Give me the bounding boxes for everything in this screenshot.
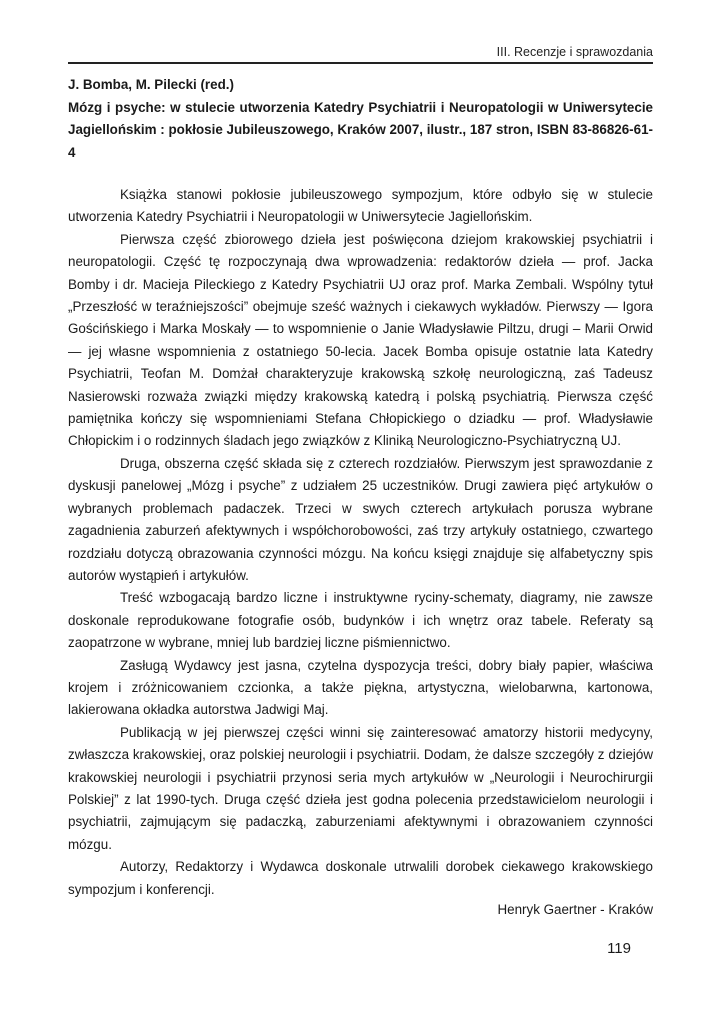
header-rule — [68, 62, 653, 64]
paragraph: Zasługą Wydawcy jest jasna, czytelna dyspozycja treści, dobry biały papier, właściwa krojem i zróżnicowaniem czcionka, a także piękna, artystyczna, wielobarwna, kartonowa, lakierowana okładka autorstwa Jadwigi Maj. — [68, 657, 653, 718]
citation-title: Mózg i psyche: w stulecie utworzenia Katedry Psychiatrii i Neuropatologii w Uniwersytecie Jagiellońskim : pokłosie Jubileuszowego, Kraków 2007, ilustr., 187 stron, ISBN 83-86826-61-4 — [68, 99, 653, 160]
paragraph: Treść wzbogacają bardzo liczne i instruktywne ryciny-schematy, diagramy, nie zawsze doskonale reprodukowane fotografie osób, budynków i ich wnętrz oraz tabele. Referaty są zaopatrzone w wybrane, mniej lub bardziej liczne piśmiennictwo. — [68, 590, 653, 651]
review-body — [68, 184, 653, 901]
paragraph: Książka stanowi pokłosie jubileuszowego sympozjum, które odbyło się w stulecie utworzenia Katedry Psychiatrii i Neuropatologii w Uniwersytecie Jagiellońskim. — [68, 187, 653, 225]
paragraph: Pierwsza część zbiorowego dzieła jest poświęcona dziejom krakowskiej psychiatrii i neuropatologii. Część tę rozpoczynają dwa wprowadzenia: redaktorów dzieła — prof. Jacka Bomby i dr. Macieja Pileckiego z Katedry Psychiatrii UJ oraz prof. Marka Zembali. Wspólny tytuł „Przeszłość w teraźniejszości” obejmuje sześć ważnych i ciekawych wykładów. Pierwszy — Igora Gościńskiego i Marka Moskały — to wspomnienie o Janie Władysławie Piltzu, drugi – Marii Orwid — jej własne wspomnienia z ostatniego 50-lecia. Jacek Bomba opisuje ostatnie lata Katedry Psychiatrii, Teofan M. Domżał charakteryzuje krakowską szkołę neurologiczną, zaś Tadeusz Nasierowski rozważa związki między krakowską katedrą i polską psychiatrią. Pierwsza część pamiętnika kończy się wspomnieniami Stefana Chłopickiego o dziadku — prof. Władysławie Chłopickim i o rodzinnych śladach jego związków z Kliniką Neurologiczno-Psychiatryczną UJ. — [68, 231, 653, 449]
page-number: 119 — [607, 940, 631, 957]
citation-authors: J. Bomba, M. Pilecki (red.) — [68, 77, 234, 92]
paragraph: Publikacją w jej pierwszej części winni się zainteresować amatorzy historii medycyny, zwłaszcza krakowskiej, oraz polskiej neurologii i psychiatrii. Dodam, że dalsze szczegóły z dziejów krakowskiej neurologii i psychiatrii przynosi seria mych artykułów w „Neurologii i Neurochirurgii Polskiej” z lat 1990-tych. Druga część dzieła jest godna polecenia przedstawicielom neurologii i psychiatrii, zajmującym się padaczką, zaburzeniami afektywnymi i obrazowaniem czynności mózgu. — [68, 724, 653, 852]
paragraph: Druga, obszerna część składa się z czterech rozdziałów. Pierwszym jest sprawozdanie z dyskusji panelowej „Mózg i psyche” z udziałem 25 uczestników. Drugi zawiera pięć artykułów o wybranych problemach padaczek. Trzeci w swych czterech artykułach porusza wybrane zagadnienia zaburzeń afektywnych i współchorobowości, zaś trzy artykuły ostatniego, czwartego rozdziału dotyczą obrazowania czynności mózgu. Na końcu księgi znajduje się alfabetyczny spis autorów wystąpień i artykułów. — [68, 455, 653, 583]
paragraph: Autorzy, Redaktorzy i Wydawca doskonale utrwalili dorobek ciekawego krakowskiego sympozjum i konferencji. — [68, 859, 653, 897]
running-header: III. Recenzje i sprawozdania — [496, 45, 653, 59]
citation-block — [68, 74, 653, 164]
reviewer-signature: Henryk Gaertner - Kraków — [497, 902, 653, 917]
